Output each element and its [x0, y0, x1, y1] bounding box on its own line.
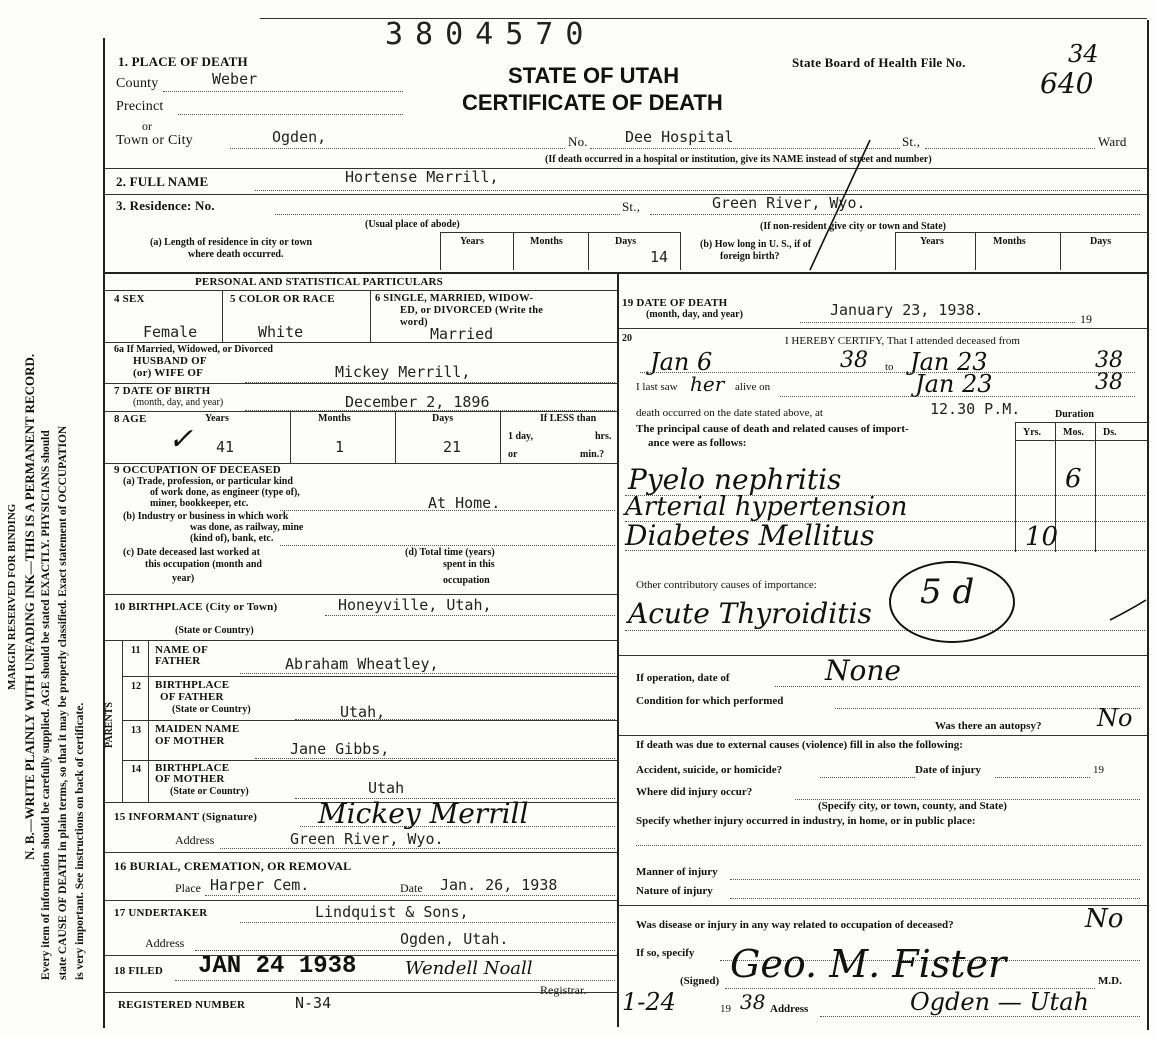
res-days-head: Days	[615, 236, 637, 247]
husband-label-2: HUSBAND OF	[133, 355, 207, 367]
occ-a-2: of work done, as engineer (type of),	[150, 487, 300, 498]
duration-col-1	[1015, 422, 1016, 552]
cause-3-line	[625, 550, 1145, 551]
alive-line	[780, 396, 1135, 397]
one-day-label: 1 day,	[508, 431, 534, 442]
town-line	[230, 148, 565, 149]
accident-line	[820, 777, 915, 778]
marital-label-3: word)	[400, 317, 428, 328]
duration-ds-head: Ds.	[1103, 427, 1117, 438]
registrar-signature: Wendell Noall	[405, 958, 533, 979]
undertaker-address: Ogden, Utah.	[400, 930, 509, 948]
margin-tick-mark	[1110, 600, 1150, 630]
to-label: to	[885, 361, 894, 373]
instructions-line-3: is very important. See instructions on back of certificate.	[74, 702, 86, 980]
birthplace-line	[325, 615, 615, 616]
condition-line	[835, 708, 1140, 709]
autopsy-label: Was there an autopsy?	[935, 720, 1042, 732]
permanent-record-note: N. B.—WRITE PLAINLY WITH UNFADING INK—THIS IS A PERMANENT RECORD.	[22, 353, 37, 860]
divider-informant	[105, 852, 617, 853]
occ-b-2: was done, as railway, mine	[190, 522, 304, 533]
dod-label: 19 DATE OF DEATH	[622, 297, 728, 309]
cert-num-20: 20	[622, 333, 632, 344]
parent-num-14: 14	[131, 764, 141, 775]
filed-line	[175, 980, 615, 981]
personal-header: PERSONAL AND STATISTICAL PARTICULARS	[195, 276, 443, 288]
length-a-label-2: where death occurred.	[188, 249, 284, 260]
date-injury-line	[995, 777, 1090, 778]
residence-label: 3. Residence: No.	[116, 198, 215, 213]
occ-a-1: (a) Trade, profession, or particular kind	[123, 476, 293, 487]
physician-signature: Geo. M. Fister	[730, 942, 1007, 986]
color-col	[370, 290, 371, 342]
age-label: 8 AGE	[114, 413, 147, 425]
dob-value: December 2, 1896	[345, 393, 490, 411]
nature-line	[730, 898, 1140, 899]
informant-address: Green River, Wyo.	[290, 830, 444, 848]
filed-label: 18 FILED	[114, 965, 163, 977]
age-years-value: 41	[216, 438, 235, 456]
occ-b-1: (b) Industry or business in which work	[123, 511, 289, 522]
accident-label: Accident, suicide, or homicide?	[636, 764, 783, 776]
res-col-1	[440, 232, 441, 270]
attended-from: Jan 6	[650, 348, 713, 376]
usual-abode-note: (Usual place of abode)	[365, 219, 460, 230]
maiden-label-2: OF MOTHER	[155, 735, 225, 747]
divider-autopsy	[619, 735, 1147, 736]
birthplace-label: 10 BIRTHPLACE (City or Town)	[114, 601, 278, 613]
nature-label: Nature of injury	[636, 885, 713, 897]
occ-b-3: (kind of), bank, etc.	[190, 533, 274, 544]
parents-col	[122, 640, 123, 802]
phys-address-line	[820, 1016, 1140, 1017]
us-col-1	[895, 232, 896, 270]
specify-line	[636, 845, 1141, 846]
occ-a-3: miner, bookkeeper, etc.	[150, 498, 249, 509]
divider-dod	[619, 328, 1147, 329]
contributory-cause: Acute Thyroiditis	[628, 597, 872, 630]
occ-a-line	[280, 510, 615, 511]
marital-label: 6 SINGLE, MARRIED, WIDOW-	[375, 293, 534, 304]
us-years-head: Years	[920, 236, 944, 247]
dod-label-2: (month, day, and year)	[646, 309, 743, 320]
county-line	[163, 91, 403, 92]
dob-label-2: (month, day, and year)	[133, 397, 224, 408]
death-occurred-label: death occurred on the date stated above, at	[636, 407, 823, 419]
st-line	[925, 148, 1095, 149]
registrar-label: Registrar.	[540, 983, 587, 997]
instructions-line-1: Every item of information should be carefully supplied. AGE should be stated EXACTLY. PHYSICIANS should	[40, 430, 52, 980]
occupation-related-label: Was disease or injury in any way related to occupation of deceased?	[636, 919, 954, 931]
informant-line	[300, 826, 615, 827]
min-label: min.?	[580, 449, 605, 460]
physician-address-label: Address	[770, 1003, 809, 1015]
bp-mother-label: BIRTHPLACE	[155, 762, 230, 774]
full-name-value: Hortense Merrill,	[345, 168, 499, 186]
undertaker-line	[240, 922, 615, 923]
parents-num-col	[148, 640, 149, 802]
alive-on-label: alive on	[735, 381, 771, 393]
full-name-label: 2. FULL NAME	[116, 174, 209, 189]
principal-label-2: ance were as follows:	[648, 437, 747, 449]
operation-value: None	[825, 654, 901, 687]
binding-margin-note: MARGIN RESERVED FOR BINDING	[6, 503, 18, 690]
specify-industry-label: Specify whether injury occurred in industry, in home, or in public place:	[636, 815, 976, 827]
age-col-1	[290, 411, 291, 463]
undertaker-value: Lindquist & Sons,	[315, 903, 469, 921]
divider-1	[105, 168, 1147, 169]
left-border	[103, 38, 105, 1028]
hospital-note: (If death occurred in a hospital or institution, give its NAME instead of street and number)	[545, 154, 932, 165]
informant-address-label: Address	[175, 833, 215, 847]
parents-side-label: PARENTS	[104, 702, 115, 748]
us-days-head: Days	[1090, 236, 1112, 247]
town-label: Town or City	[116, 133, 193, 148]
bp-father-label-2: OF FATHER	[160, 691, 224, 703]
autopsy-value: No	[1097, 704, 1133, 732]
ward-label: Ward	[1098, 134, 1127, 149]
husband-label-3: (or) WIFE OF	[133, 367, 204, 379]
father-value: Abraham Wheatley,	[285, 655, 439, 673]
operation-label: If operation, date of	[636, 672, 730, 684]
manner-line	[730, 879, 1140, 880]
occupation-label: 9 OCCUPATION OF DECEASED	[114, 464, 281, 476]
state-title: STATE OF UTAH	[508, 63, 680, 88]
how-long-label-2: foreign birth?	[720, 251, 780, 262]
st-label: St.,	[902, 134, 921, 149]
physician-date: 1-24	[622, 988, 676, 1016]
res-col-4	[680, 232, 681, 270]
personal-line	[105, 290, 617, 291]
certificate-title: CERTIFICATE OF DEATH	[462, 90, 723, 115]
injury-19: 19	[1093, 764, 1104, 776]
county-label: County	[116, 76, 159, 91]
res-table-top	[440, 232, 680, 233]
cause-2: Arterial hypertension	[625, 492, 908, 522]
occ-d-2: spent in this	[443, 559, 495, 570]
undertaker-address-label: Address	[145, 936, 185, 950]
parent-num-12: 12	[131, 681, 141, 692]
father-line	[240, 673, 615, 674]
cause-3: Diabetes Mellitus	[625, 519, 875, 552]
place-of-death-label: 1. PLACE OF DEATH	[118, 54, 248, 69]
occ-b-line	[280, 545, 615, 546]
filed-stamp: JAN 24 1938	[198, 953, 357, 980]
certify-label: I HEREBY CERTIFY, That I attended deceased from	[785, 335, 1020, 347]
res-table-top-2	[895, 232, 1147, 233]
father-label-2: FATHER	[155, 655, 201, 667]
occ-d-1: (d) Total time (years)	[405, 547, 495, 558]
occupation-related-value: No	[1085, 904, 1124, 934]
us-col-2	[975, 232, 976, 270]
if-so-label: If so, specify	[636, 947, 695, 959]
signed-label: (Signed)	[680, 975, 720, 987]
occ-c-2: this occupation (month and	[145, 559, 262, 570]
birthplace-state-label: (State or Country)	[175, 625, 254, 636]
alive-on-date: Jan 23	[915, 370, 993, 398]
other-causes-label: Other contributory causes of importance:	[636, 579, 817, 591]
contributory-circle	[880, 560, 1030, 650]
occupation-value: At Home.	[428, 494, 501, 512]
attended-from-year: 38	[840, 348, 868, 373]
dod-line	[800, 322, 1075, 323]
attended-to-year: 38	[1095, 348, 1123, 373]
manner-label: Manner of injury	[636, 866, 718, 878]
duration-yrs-head: Yrs.	[1023, 427, 1042, 438]
divider-main	[105, 272, 1147, 274]
how-long-label: (b) How long in U. S., if of	[700, 239, 812, 250]
contributory-duration: 5 d	[920, 572, 975, 612]
hospital-value: Dee Hospital	[625, 128, 734, 146]
alive-on-year: 38	[1095, 370, 1123, 395]
residence-line	[275, 214, 620, 215]
marital-label-2: ED, or DIVORCED (Write the	[400, 305, 544, 316]
precinct-label: Precinct	[116, 99, 164, 114]
cause-3-years: 10	[1025, 522, 1059, 552]
undertaker-label: 17 UNDERTAKER	[114, 907, 208, 919]
duration-col-3	[1095, 422, 1096, 552]
reg-number-value: N-34	[295, 994, 332, 1012]
duration-label: Duration	[1055, 409, 1094, 420]
residence-value: Green River, Wyo.	[712, 194, 866, 212]
dod-19: 19	[1080, 312, 1092, 326]
bp-mother-state: (State or Country)	[170, 786, 249, 797]
age-col-2	[395, 411, 396, 463]
occ-d-3: occupation	[443, 575, 490, 586]
age-months-value: 1	[335, 438, 345, 456]
no-label: No.	[568, 134, 588, 149]
duration-line	[1015, 422, 1147, 423]
town-value: Ogden,	[272, 128, 327, 146]
center-divider	[617, 272, 619, 1027]
operation-line	[775, 686, 1140, 687]
divider-burial	[105, 900, 617, 901]
informant-label: 15 INFORMANT (Signature)	[114, 811, 258, 823]
burial-date-value: Jan. 26, 1938	[440, 876, 558, 894]
or-label: or	[142, 119, 152, 133]
county-value: Weber	[212, 70, 258, 88]
file-number: 34	[1068, 40, 1099, 68]
specify-city-label: (Specify city, or town, county, and State)	[818, 800, 1007, 812]
divider-undertaker	[105, 955, 617, 956]
mother-value: Jane Gibbs,	[290, 740, 390, 758]
md-label: M.D.	[1098, 975, 1122, 987]
divider-birthplace	[105, 640, 617, 641]
divider-husband	[105, 383, 617, 384]
or-min-label: or	[508, 449, 518, 460]
res-col-2	[513, 232, 514, 270]
physician-address: Ogden — Utah	[910, 988, 1089, 1016]
spouse-value: Mickey Merrill,	[335, 363, 471, 381]
date-injury-label: Date of injury	[915, 764, 981, 776]
age-check-mark: ✓	[168, 422, 194, 457]
res-col-3	[588, 232, 589, 270]
instructions-line-2: state CAUSE OF DEATH in plain terms, so that it may be properly classified. Exact statement of OCCUPATION	[57, 425, 69, 980]
divider-mother	[122, 760, 617, 761]
bp-father-state: (State or Country)	[172, 704, 251, 715]
attended-to: Jan 23	[910, 348, 988, 376]
bp-mother-label-2: OF MOTHER	[155, 773, 225, 785]
divider-injury	[619, 905, 1147, 906]
length-a-label: (a) Length of residence in city or town	[150, 237, 313, 248]
age-months-head: Months	[318, 413, 351, 424]
undertaker-addr-line	[195, 950, 615, 951]
us-months-head: Months	[993, 236, 1026, 247]
burial-label: 16 BURIAL, CREMATION, OR REMOVAL	[114, 859, 352, 873]
burial-line	[205, 895, 615, 896]
divider-occ	[105, 594, 617, 595]
cause-1: Pyelo nephritis	[628, 463, 842, 496]
precinct-line	[178, 114, 403, 115]
last-saw-label: I last saw	[636, 381, 678, 393]
marital-value: Married	[430, 325, 494, 343]
parent-num-11: 11	[131, 645, 141, 656]
certificate-number: 3804570	[385, 17, 596, 52]
bp-father-label: BIRTHPLACE	[155, 679, 230, 691]
sex-value: Female	[143, 323, 198, 341]
us-col-3	[1060, 232, 1061, 270]
divider-sex	[105, 342, 617, 343]
condition-label: Condition for which performed	[636, 695, 784, 707]
last-saw-pronoun: her	[690, 372, 725, 396]
burial-date-label: Date	[400, 881, 423, 895]
divider-father	[122, 676, 617, 677]
occ-c-1: (c) Date deceased last worked at	[123, 547, 260, 558]
burial-place-label: Place	[175, 881, 201, 895]
dob-label: 7 DATE OF BIRTH	[114, 385, 211, 397]
color-label: 5 COLOR OR RACE	[230, 293, 335, 305]
full-name-line	[255, 190, 1140, 191]
hrs-label: hrs.	[595, 431, 612, 442]
file-number-2: 640	[1040, 67, 1094, 100]
physician-19: 19	[720, 1003, 731, 1015]
physician-year: 38	[740, 990, 766, 1014]
right-border	[1147, 20, 1149, 1030]
res-months-head: Months	[530, 236, 563, 247]
st2-label: St.,	[622, 199, 641, 214]
where-injury-label: Where did injury occur?	[636, 786, 753, 798]
divider-filed	[105, 992, 617, 993]
informant-signature: Mickey Merrill	[318, 797, 529, 830]
pen-stroke	[790, 140, 890, 270]
residence-st-line	[650, 214, 1140, 215]
if-less-label: If LESS than	[540, 413, 597, 424]
death-time: 12.30 P.M.	[930, 400, 1021, 418]
dod-value: January 23, 1938.	[830, 301, 984, 319]
informant-addr-line	[220, 848, 615, 849]
sex-col	[222, 290, 223, 342]
parent-num-13: 13	[131, 725, 141, 736]
file-number-label: State Board of Health File No.	[792, 55, 966, 70]
nonresident-note: (If non-resident give city or town and State)	[760, 221, 947, 232]
maiden-label: MAIDEN NAME	[155, 723, 240, 735]
duration-head-line	[1015, 440, 1147, 441]
principal-label: The principal cause of death and related causes of import-	[636, 423, 909, 435]
res-years-head: Years	[460, 236, 484, 247]
burial-place-value: Harper Cem.	[210, 876, 310, 894]
race-value: White	[258, 323, 304, 341]
age-years-head: Years	[205, 413, 229, 424]
father-birthplace-value: Utah,	[340, 703, 386, 721]
divider-dob	[105, 411, 617, 412]
res-days-value: 14	[650, 248, 669, 266]
age-col-3	[500, 411, 501, 463]
mother-line	[255, 758, 615, 759]
age-days-value: 21	[443, 438, 462, 456]
age-days-head: Days	[432, 413, 454, 424]
father-label: NAME OF	[155, 644, 209, 656]
sex-label: 4 SEX	[114, 293, 145, 305]
divider-bp-father	[122, 720, 617, 721]
occ-c-3: year)	[172, 573, 195, 584]
birthplace-value: Honeyville, Utah,	[338, 596, 492, 614]
reg-number-label: REGISTERED NUMBER	[118, 999, 246, 1011]
mother-birthplace-value: Utah	[368, 779, 405, 797]
duration-mos-head: Mos.	[1063, 427, 1084, 438]
divider-2	[105, 194, 1147, 195]
cause-1-months: 6	[1065, 464, 1082, 494]
external-label: If death was due to external causes (violence) fill in also the following:	[636, 739, 963, 751]
husband-label: 6a If Married, Widowed, or Divorced	[114, 344, 273, 355]
